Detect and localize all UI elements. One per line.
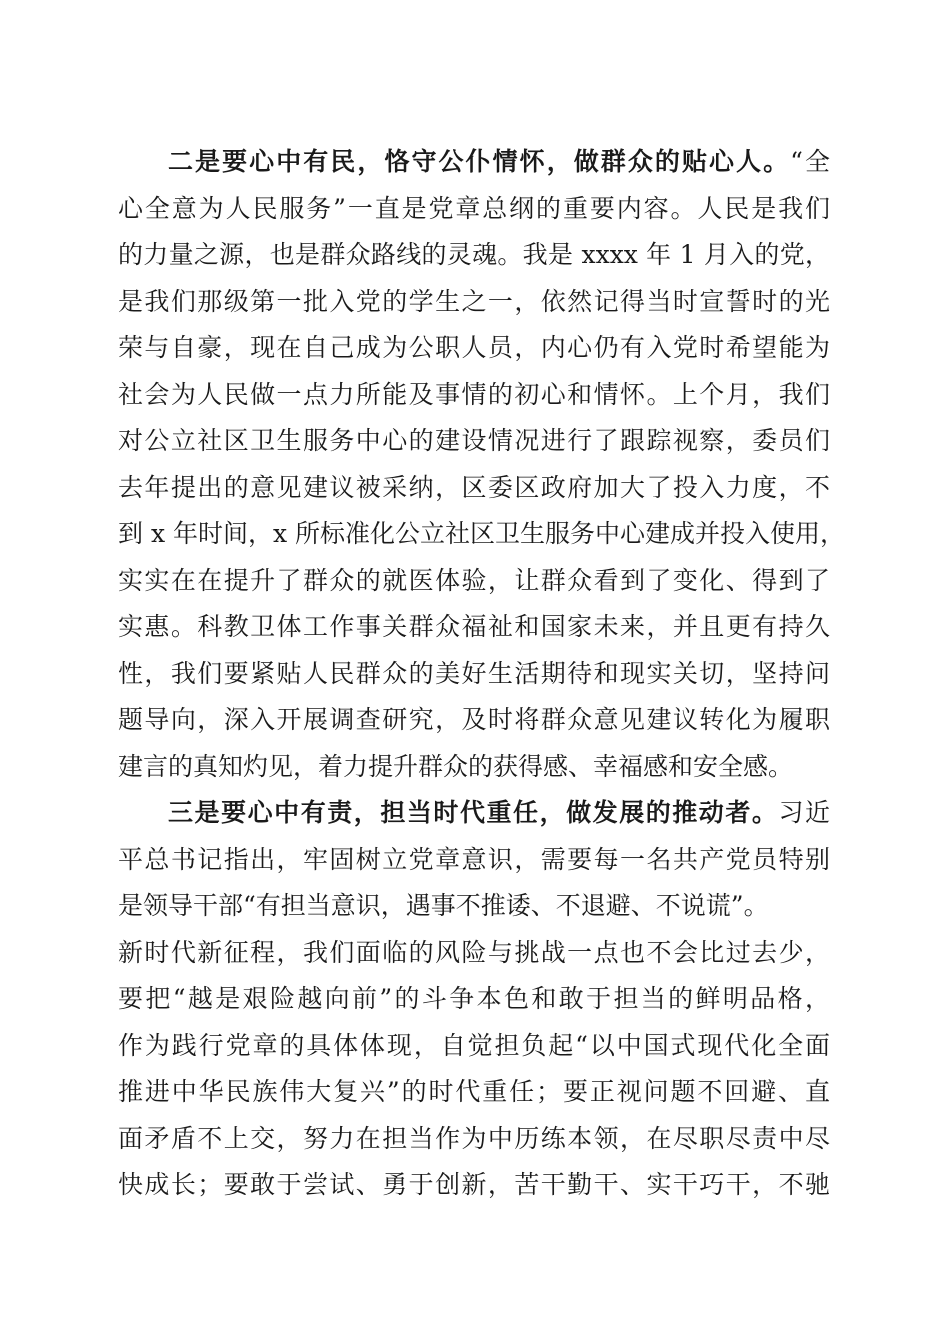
paragraph-text: “全 [790,147,830,176]
paragraph-text: 习近 [778,798,830,827]
paragraph-line: 荣与自豪，现在自己成为公职人员，内心仍有入党时希望能为 [118,333,830,362]
paragraph-line: 实惠。科教卫体工作事关群众福祉和国家未来，并且更有持久 [118,612,830,641]
paragraph-line: 新时代新征程，我们面临的风险与挑战一点也不会比过去少， [118,937,830,967]
paragraph-line: 快成长；要敢于尝试、勇于创新，苦干勤干、实干巧干，不驰 [118,1170,830,1199]
paragraph-line: 推进中华民族伟大复兴”的时代重任；要正视问题不回避、直 [118,1077,830,1106]
paragraph-line: 社会为人民做一点力所能及事情的初心和情怀。上个月，我们 [118,379,830,409]
paragraph-line: 心全意为人民服务”一直是党章总纲的重要内容。人民是我们 [118,193,830,223]
paragraph-line: 是我们那级第一批入党的学生之一，依然记得当时宣誓时的光 [118,286,830,316]
paragraph-line [118,139,830,186]
paragraph-line: 面矛盾不上交，努力在担当作为中历练本领，在尽职尽责中尽 [118,1123,830,1153]
paragraph-line: 到 x 年时间，x 所标准化公立社区卫生服务中心建成并投入使用， [118,519,846,548]
paragraph-line: 建言的真知灼见，着力提升群众的获得感、幸福感和安全感。 [118,751,794,781]
paragraph-line: 性，我们要紧贴人民群众的美好生活期待和现实关切，坚持问 [118,658,830,688]
paragraph-line: 要把“越是艰险越向前”的斗争本色和敢于担当的鲜明品格， [118,984,830,1013]
document-body [118,139,846,1209]
paragraph-line: 作为践行党章的具体体现，自觉担负起“以中国式现代化全面 [118,1030,830,1060]
paragraph-line [118,790,830,837]
paragraph-line: 是领导干部“有担当意识，遇事不推诿、不退避、不说谎”。 [118,891,769,920]
paragraph-lead-heading: 二是要心中有民，恪守公仆情怀，做群众的贴心人。 [168,147,791,176]
paragraph-lead-heading: 三是要心中有责，担当时代重任，做发展的推动者。 [168,798,779,827]
paragraph-line: 的力量之源，也是群众路线的灵魂。我是 xxxx 年 1 月入的党， [118,240,830,269]
paragraph-line: 去年提出的意见建议被采纳，区委区政府加大了投入力度，不 [118,472,830,502]
paragraph-line: 题导向，深入开展调查研究，及时将群众意见建议转化为履职 [118,705,830,734]
paragraph-line: 对公立社区卫生服务中心的建设情况进行了跟踪视察，委员们 [118,426,830,455]
paragraph-line: 平总书记指出，牢固树立党章意识，需要每一名共产党员特别 [118,844,830,874]
paragraph-line: 实实在在提升了群众的就医体验，让群众看到了变化、得到了 [118,565,830,595]
